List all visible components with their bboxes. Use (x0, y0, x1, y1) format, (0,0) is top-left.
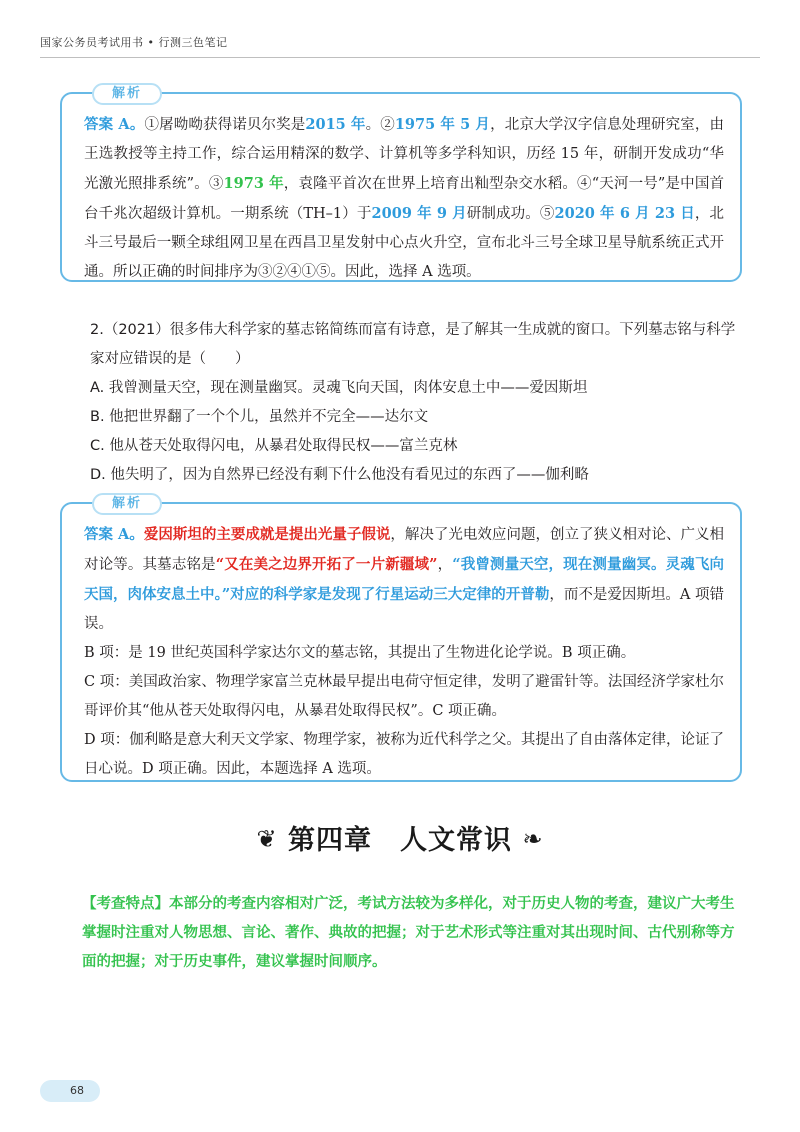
ornament-right-icon: ❧ (522, 825, 544, 853)
answer-label: 答案 A。 (84, 116, 145, 133)
chapter-heading (0, 818, 800, 857)
text-run: 研制成功。⑤ (466, 206, 555, 222)
question-2 (90, 316, 740, 490)
text-run: ，解决了光电效应问题，创立了狭义相对论、广义相对论等。其墓志铭是 (84, 527, 724, 573)
analysis-label: 解析 (92, 83, 162, 105)
header-rule (40, 57, 760, 58)
text-run: ①屠呦呦获得诺贝尔奖是 (144, 117, 306, 133)
date-highlight: 1975 年 5 月 (394, 116, 491, 133)
analysis-2-para-4: D 项：伽利略是意大利天文学家、物理学家，被称为近代科学之父。其提出了自由落体定律，论证了日心说。D 项正确。因此，本题选择 A 选项。 (84, 732, 724, 777)
ornament-left-icon: ❦ (256, 825, 278, 853)
option-b: B. 他把世界翻了一个个儿，虽然并不完全——达尔文 (90, 409, 429, 425)
text-run: 。② (365, 117, 395, 133)
red-highlight: 爱因斯坦的主要成就是提出光量子假说 (143, 526, 391, 543)
option-d: D. 他失明了，因为自然界已经没有剩下什么他没有看见过的东西了——伽利略 (90, 467, 589, 483)
analysis-box-1 (60, 86, 742, 282)
analysis-label: 解析 (92, 493, 162, 515)
analysis-1-text (84, 110, 724, 287)
date-highlight: 2009 年 9 月 (371, 205, 467, 222)
option-c: C. 他从苍天处取得闪电，从暴君处取得民权——富兰克林 (90, 438, 458, 454)
year-highlight: 1973 年 (223, 175, 284, 192)
year-highlight: 2015 年 (305, 116, 366, 133)
text-run: ，北京大学汉字信息处理研究室，由王选教授等主持工作，综合运用精深的数学、计算机等多学科知识，历经 15 年，研制开发成功“华光激光照排系统”。③ (84, 117, 725, 192)
red-highlight: “又在美之边界开拓了一片新疆域” (215, 556, 438, 573)
page-number: 68 (70, 1084, 84, 1097)
option-a: A. 我曾测量天空，现在测量幽冥。灵魂飞向天国，肉体安息土中——爱因斯坦 (90, 380, 588, 396)
text-run: ，北斗三号最后一颗全球组网卫星在西昌卫星发射中心点火升空，宣布北斗三号全球卫星导航系统正式开通。所以正确的时间排序为③②④①⑤。因此，选择 A 选项。 (84, 206, 725, 280)
analysis-2-para-1 (84, 520, 724, 639)
exam-features: 【考查特点】本部分的考查内容相对广泛，考试方法较为多样化，对于历史人物的考查，建议广大考生掌握时注重对人物思想、言论、著作、典故的把握；对于艺术形式等注重对其出现时间、古代别称等方面的把握；对于历史事件，建议掌握时间顺序。 (82, 896, 735, 970)
running-header: 国家公务员考试用书 • 行测三色笔记 (40, 36, 228, 49)
date-highlight: 2020 年 6 月 23 日 (554, 205, 695, 222)
question-stem: 2.（2021）很多伟大科学家的墓志铭简练而富有诗意，是了解其一生成就的窗口。下列墓志铭与科学家对应错误的是（ ） (90, 322, 736, 367)
blue-highlight: 对应的科学家是 (230, 586, 332, 603)
blue-highlight: 发现了行星运动三大定律的开普勒 (331, 586, 550, 603)
blue-highlight: “我曾测量天空，现在测量幽冥。灵魂飞向天国，肉体安息土中。” (84, 556, 725, 603)
chapter-title: 第四章 人文常识 (288, 825, 512, 856)
analysis-2-para-2: B 项：是 19 世纪英国科学家达尔文的墓志铭，其提出了生物进化论学说。B 项正确。 (84, 645, 636, 661)
text-run: ，而不是爱因斯坦。A 项错误。 (84, 587, 725, 632)
text-run: ，袁隆平首次在世界上培育出籼型杂交水稻。④“天河一号”是中国首台千兆次超级计算机。一期系统（TH–1）于 (84, 176, 724, 222)
text-run: ， (437, 557, 453, 573)
analysis-2-para-3: C 项：美国政治家、物理学家富兰克林最早提出电荷守恒定律，发明了避雷针等。法国经济学家杜尔哥评价其“他从苍天处取得闪电，从暴君处取得民权”。C 项正确。 (84, 674, 724, 719)
answer-label: 答案 A。 (84, 526, 144, 543)
analysis-box-2 (60, 496, 742, 782)
